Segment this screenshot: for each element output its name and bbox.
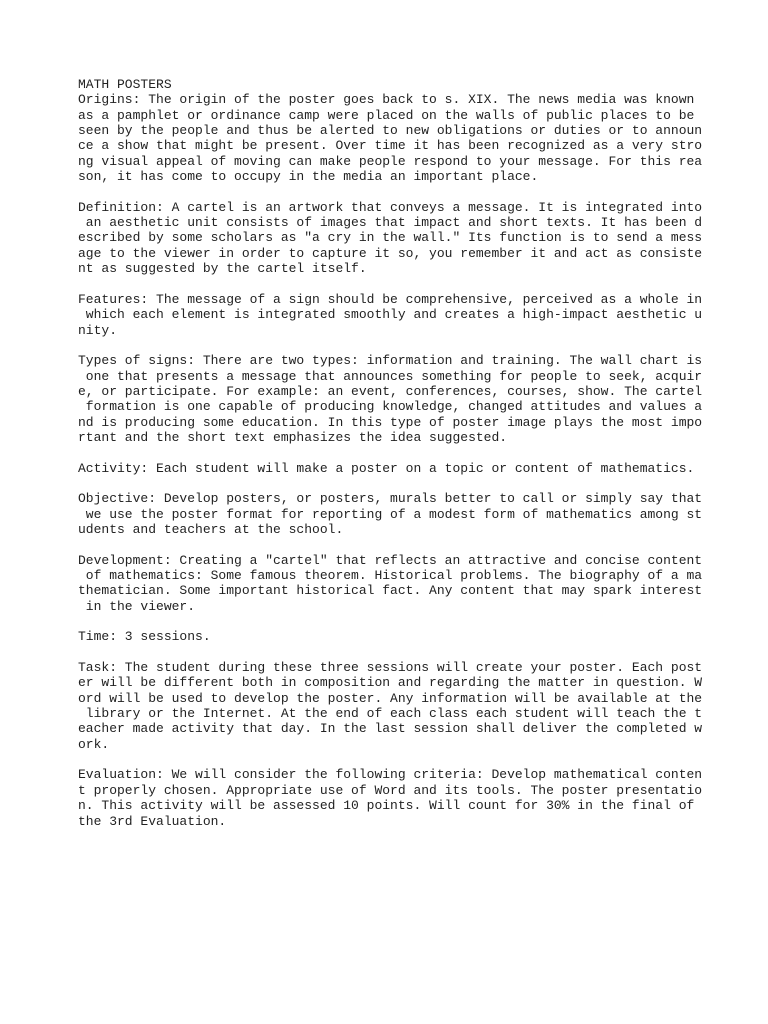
- paragraph: [78, 767, 718, 828]
- text-line: Origins: The origin of the poster goes back to s. XIX. The news media was known: [78, 92, 695, 108]
- paragraph: [78, 292, 718, 338]
- text-line: thematician. Some important historical fact. Any content that may spark interest: [78, 583, 703, 599]
- paragraph: [78, 491, 718, 537]
- text-line: Features: The message of a sign should be comprehensive, perceived as a whole in: [78, 291, 703, 307]
- text-line: we use the poster format for reporting of a modest form of mathematics among st: [78, 506, 703, 522]
- text-line: the 3rd Evaluation.: [78, 813, 227, 829]
- text-line: one that presents a message that announces something for people to seek, acquir: [78, 368, 703, 384]
- paragraph: [78, 660, 718, 752]
- text-line: seen by the people and thus be alerted to new obligations or duties or to announ: [78, 123, 703, 139]
- text-line: nity.: [78, 322, 118, 338]
- document-body: [78, 77, 718, 844]
- paragraph: [78, 629, 718, 644]
- text-line: Objective: Develop posters, or posters, murals better to call or simply say that: [78, 491, 703, 507]
- paragraph: [78, 353, 718, 445]
- text-line: e, or participate. For example: an event, conferences, courses, show. The cartel: [78, 383, 703, 399]
- text-line: udents and teachers at the school.: [78, 521, 344, 537]
- text-line: Activity: Each student will make a poster on a topic or content of mathematics.: [78, 460, 695, 476]
- text-line: of mathematics: Some famous theorem. Historical problems. The biography of a ma: [78, 568, 703, 583]
- text-line: son, it has come to occupy in the media an important place.: [78, 169, 539, 185]
- text-line: escribed by some scholars as "a cry in the wall." Its function is to send a mess: [78, 230, 703, 246]
- text-line: ce a show that might be present. Over time it has been recognized as a very stro: [78, 138, 703, 154]
- text-line: rtant and the short text emphasizes the idea suggested.: [78, 429, 508, 445]
- text-line: ork.: [78, 736, 110, 752]
- text-line: age to the viewer in order to capture it so, you remember it and act as consiste: [78, 245, 703, 261]
- text-line: nd is producing some education. In this type of poster image plays the most impo: [78, 414, 703, 430]
- text-line: formation is one capable of producing knowledge, changed attitudes and values a: [78, 399, 703, 415]
- text-line: eacher made activity that day. In the last session shall deliver the completed w: [78, 721, 703, 737]
- paragraph: [78, 77, 718, 184]
- text-line: which each element is integrated smoothly and creates a high-impact aesthetic u: [78, 307, 703, 323]
- text-line: an aesthetic unit consists of images that impact and short texts. It has been d: [78, 215, 703, 231]
- paragraph: [78, 553, 718, 614]
- paragraph: [78, 461, 718, 476]
- text-line: nt as suggested by the cartel itself.: [78, 261, 367, 277]
- paragraph: [78, 200, 718, 277]
- text-line: Task: The student during these three sessions will create your poster. Each post: [78, 660, 703, 676]
- text-line: Development: Creating a "cartel" that reflects an attractive and concise content: [78, 552, 703, 568]
- text-line: MATH POSTERS: [78, 77, 172, 92]
- text-line: ng visual appeal of moving can make people respond to your message. For this rea: [78, 153, 703, 169]
- text-line: as a pamphlet or ordinance camp were placed on the walls of public places to be: [78, 107, 695, 123]
- text-line: t properly chosen. Appropriate use of Word and its tools. The poster presentatio: [78, 782, 703, 798]
- text-line: Time: 3 sessions.: [78, 629, 211, 645]
- text-line: n. This activity will be assessed 10 points. Will count for 30% in the final of: [78, 798, 695, 814]
- text-line: ord will be used to develop the poster. Any information will be available at the: [78, 690, 703, 706]
- text-line: in the viewer.: [78, 598, 196, 614]
- text-line: er will be different both in composition and regarding the matter in question. W: [78, 675, 703, 691]
- text-line: Evaluation: We will consider the following criteria: Develop mathematical conten: [78, 767, 703, 783]
- text-line: Types of signs: There are two types: information and training. The wall chart is: [78, 353, 703, 369]
- text-line: Definition: A cartel is an artwork that conveys a message. It is integrated into: [78, 199, 703, 215]
- text-line: library or the Internet. At the end of each class each student will teach the t: [78, 706, 703, 722]
